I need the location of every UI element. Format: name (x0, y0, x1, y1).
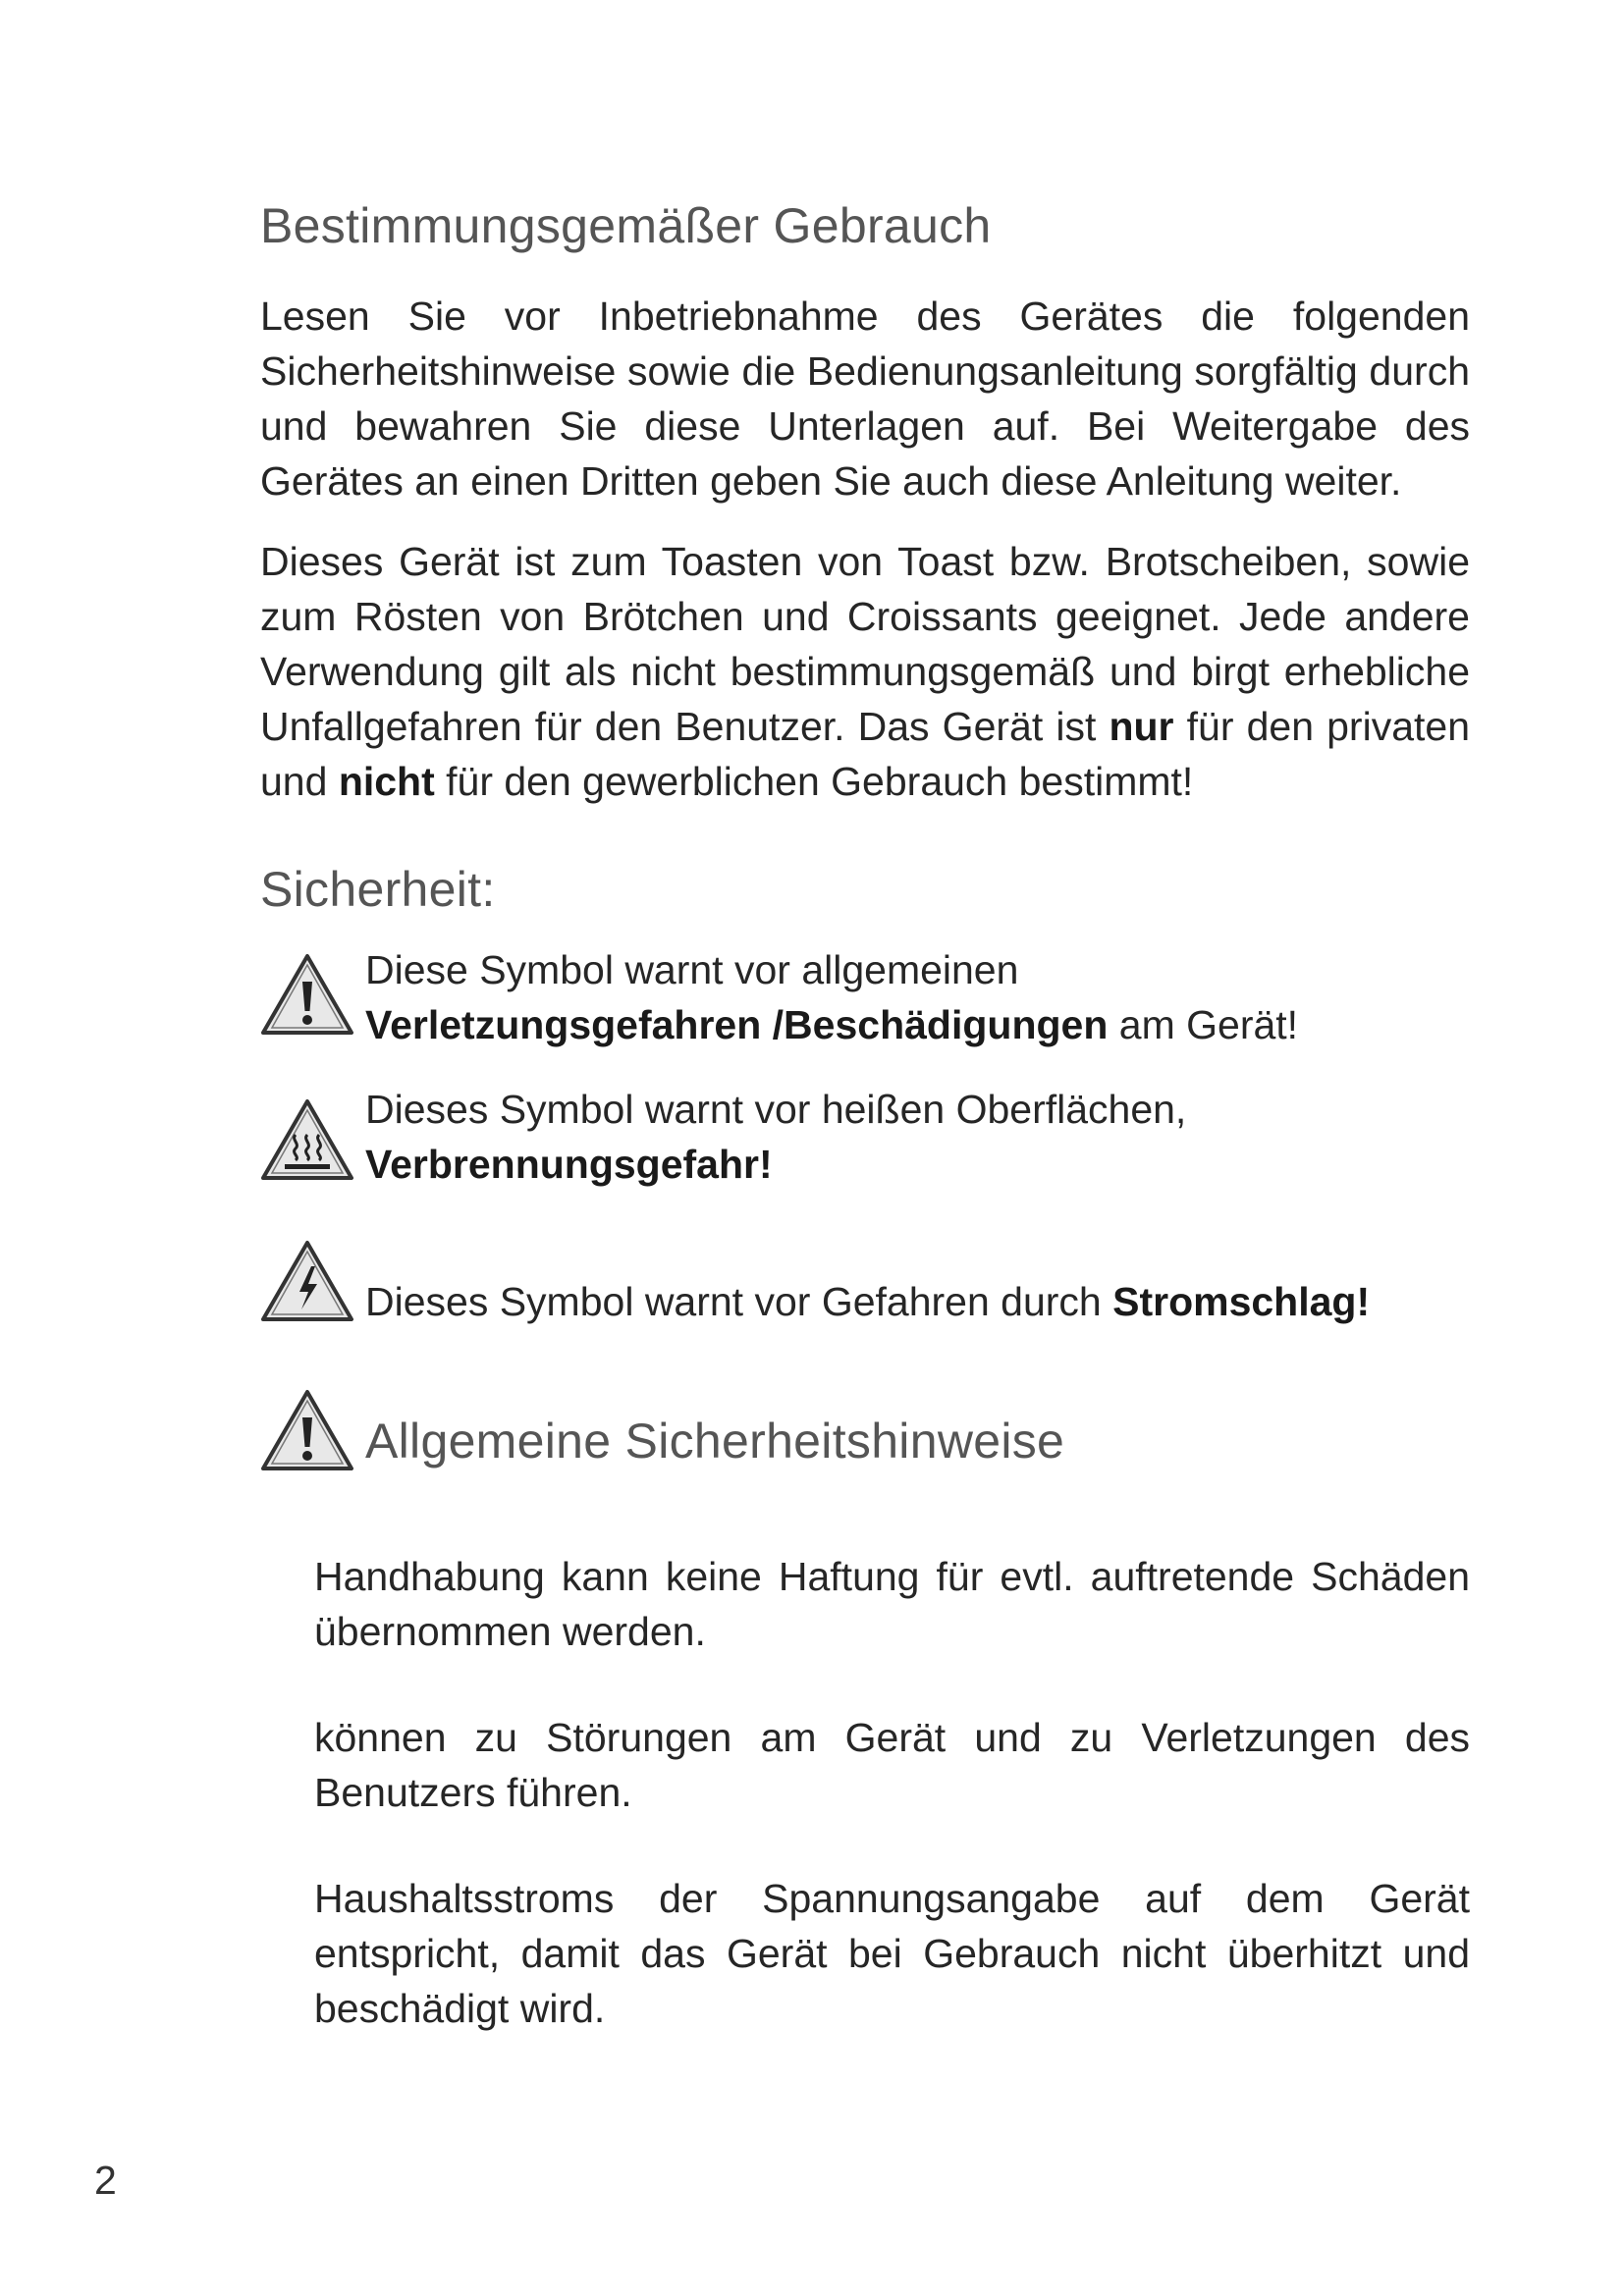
symbol-description (365, 1082, 1470, 1192)
symbol-text: Diese Symbol warnt vor allgemeinen (365, 947, 1019, 992)
warning-exclamation-icon (260, 1388, 354, 1472)
warning-exclamation-icon (260, 952, 354, 1037)
usage-text: für den gewerblichen Gebrauch bestimmt! (434, 759, 1194, 804)
symbol-text: Dieses Symbol warnt vor heißen Oberflächen, (365, 1087, 1187, 1132)
electric-shock-icon (260, 1239, 354, 1323)
safety-note: Handhabung kann keine Haftung für evtl. auftretende Schäden übernommen werden. (314, 1554, 1470, 1654)
symbol-text-bold: Verletzungsgefahren /Beschädigungen (365, 1002, 1109, 1047)
usage-emphasis-not: nicht (338, 759, 435, 804)
page-number: 2 (94, 2158, 117, 2203)
symbol-row-general-danger (260, 942, 1470, 1052)
intro-paragraph: Lesen Sie vor Inbetriebnahme des Gerätes die folgenden Sicherheitshinweise sowie die Bedienungsanleitung sorgfältig durch und bewahren Sie diese Unterlagen auf. Bei Weitergabe des Gerätes an einen Dritten geben Sie auch diese Anleitung weiter. (260, 294, 1470, 504)
symbol-description (365, 942, 1470, 1052)
usage-text: Dieses Gerät ist zum Toasten von Toast bzw. Brotscheiben, sowie zum Rösten von Brötchen und Croissants geeignet. Jede andere Verwendung gilt als nicht bestimmungsgemäß und birgt erhebliche Unfallgefahren für den Benutzer. Das Gerät ist (260, 539, 1470, 749)
safety-note: können zu Störungen am Gerät und zu Verletzungen des Benutzers führen. (314, 1715, 1470, 1815)
symbol-text-bold: Verbrennungsgefahr! (365, 1142, 773, 1187)
symbol-description (365, 1239, 1470, 1329)
usage-emphasis-only: nur (1109, 704, 1174, 749)
hot-surface-icon (260, 1097, 354, 1182)
section-heading-general-safety: Allgemeine Sicherheitshinweise (365, 1414, 1065, 1468)
general-safety-heading-row (260, 1386, 1470, 1474)
section-heading-intended-use: Bestimmungsgemäßer Gebrauch (260, 198, 992, 253)
symbol-row-hot-surface (260, 1082, 1470, 1192)
safety-notes-list (260, 1549, 1470, 2036)
symbol-text: Dieses Symbol warnt vor Gefahren durch (365, 1279, 1113, 1324)
usage-paragraph (260, 534, 1470, 809)
symbol-row-electric-shock (260, 1239, 1470, 1329)
section-heading-safety: Sicherheit: (260, 862, 496, 917)
symbol-text-bold: Stromschlag! (1112, 1279, 1371, 1324)
safety-note: Haushaltsstroms der Spannungsangabe auf dem Gerät entspricht, damit das Gerät bei Gebrauch nicht überhitzt und beschädigt wird. (314, 1876, 1470, 2031)
usage-text: für den privaten und (260, 704, 1470, 804)
symbol-text: am Gerät! (1108, 1002, 1299, 1047)
page-content (260, 196, 1470, 2087)
